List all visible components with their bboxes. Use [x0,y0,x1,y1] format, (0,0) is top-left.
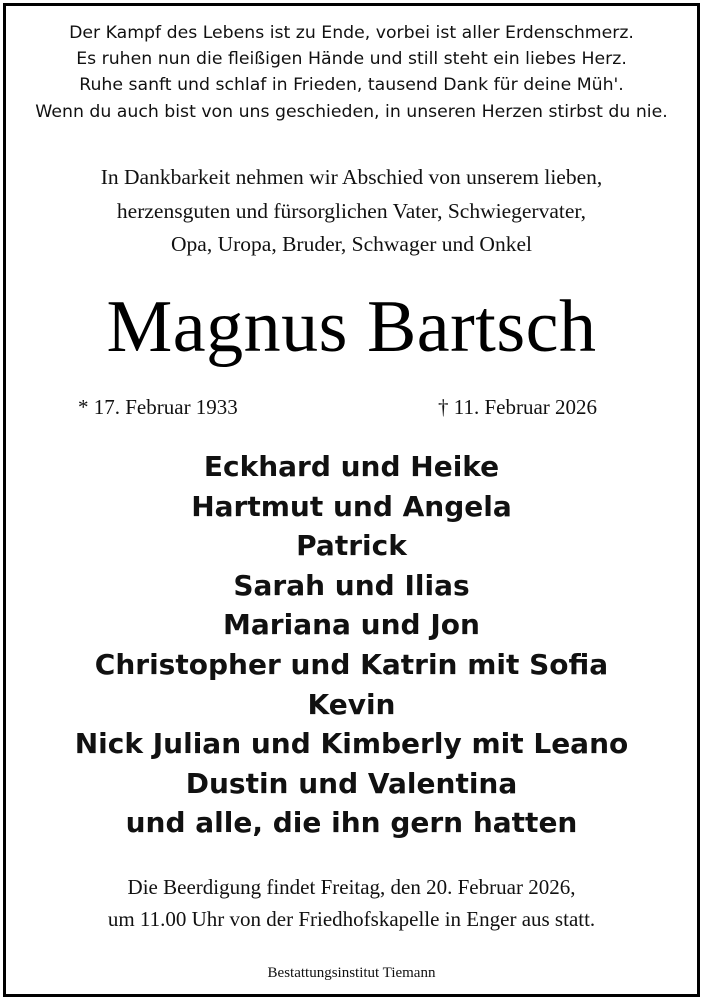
poem-line: Ruhe sanft und schlaf in Frieden, tausend Dank für deine Müh'. [79,75,624,96]
mourner-line: Nick Julian und Kimberly mit Leano [74,727,629,761]
birth-date: * 17. Februar 1933 [78,395,238,419]
mourner-line: Sarah und Ilias [233,568,470,602]
intro-line: Opa, Uropa, Bruder, Schwager und Onkel [171,232,532,256]
mourners-list [6,447,697,843]
funeral-info [6,871,697,935]
intro-line: In Dankbarkeit nehmen wir Abschied von unserem lieben, [100,165,603,189]
poem-line: Es ruhen nun die fleißigen Hände und still steht ein liebes Herz. [76,49,627,70]
mourner-line: Hartmut und Angela [191,489,512,523]
obituary-notice [3,3,700,997]
mourner-line: Kevin [307,687,396,721]
funeral-line: um 11.00 Uhr von der Friedhofskapelle in Enger aus statt. [107,907,596,931]
mourner-line: Eckhard und Heike [203,450,500,483]
poem-line: Der Kampf des Lebens ist zu Ende, vorbei ist aller Erdenschmerz. [69,23,634,43]
deceased-name: Magnus Bartsch [106,286,597,368]
intro-line: herzensguten und fürsorglichen Vater, Schwiegervater, [116,198,587,223]
memorial-poem [6,20,697,125]
poem-line: Wenn du auch bist von uns geschieden, in unseren Herzen stirbst du nie. [35,101,668,122]
mourner-line: Dustin und Valentina [185,766,518,800]
mourner-line: Christopher und Katrin mit Sofia [94,647,609,681]
mourner-line: Patrick [296,529,407,563]
mourner-line: Mariana und Jon [223,608,480,642]
death-date: † 11. Februar 2026 [438,395,598,419]
funeral-line: Die Beerdigung findet Freitag, den 20. Februar 2026, [127,875,576,899]
mourner-line: und alle, die ihn gern hatten [125,806,578,840]
farewell-intro [6,161,697,262]
undertaker-name: Bestattungsinstitut Tiemann [267,965,436,981]
